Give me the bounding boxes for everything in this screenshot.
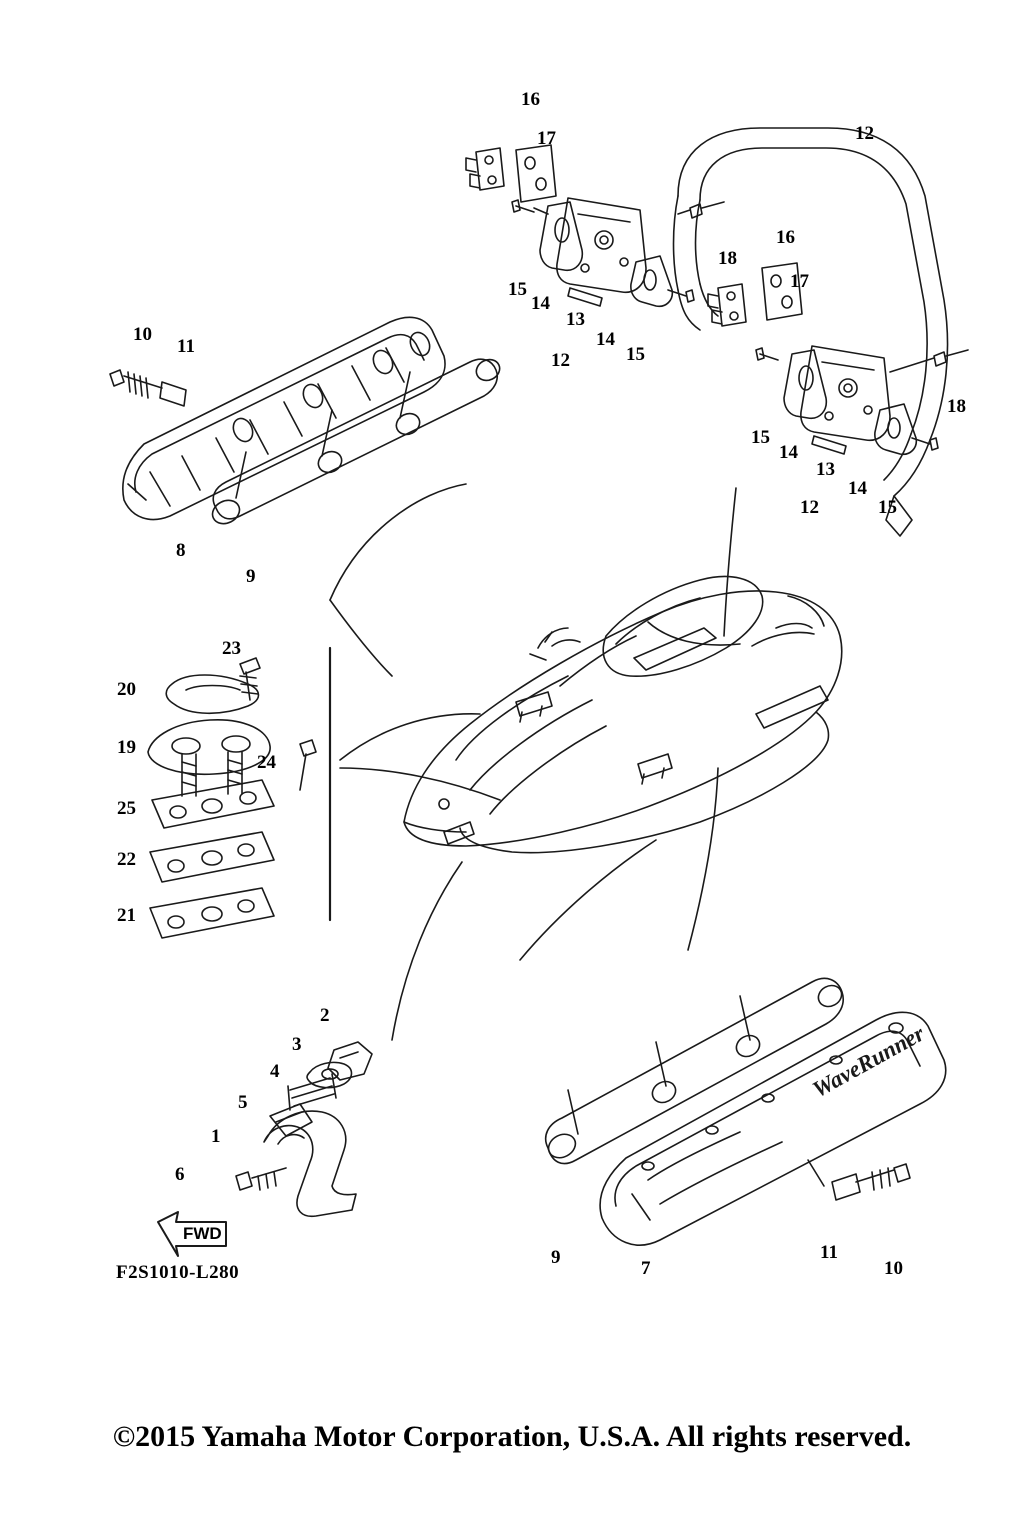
callout-number: 12 <box>551 350 570 371</box>
callout-number: 24 <box>257 752 276 773</box>
callout-number: 21 <box>117 905 136 926</box>
fwd-label: FWD <box>183 1224 222 1243</box>
callout-number: 14 <box>848 478 867 499</box>
callout-number: 25 <box>117 798 136 819</box>
cleat-assembly <box>148 648 330 938</box>
callout-number: 4 <box>270 1061 280 1082</box>
callout-number: 16 <box>776 227 795 248</box>
waverunner-brand-text <box>808 1020 929 1102</box>
callout-number: 18 <box>947 396 966 417</box>
right-bracket-group <box>708 263 968 454</box>
callout-number: 9 <box>551 1247 561 1268</box>
leader-lines <box>330 484 736 1040</box>
callout-number: 18 <box>718 248 737 269</box>
callout-number: 12 <box>800 497 819 518</box>
callout-number: 10 <box>884 1258 903 1279</box>
callout-number: 17 <box>537 128 556 149</box>
callout-number: 16 <box>521 89 540 110</box>
callout-number: 15 <box>751 427 770 448</box>
right-gunwale-assembly <box>544 978 945 1245</box>
svg-text:WaveRunner: WaveRunner <box>808 1020 929 1103</box>
callout-number: 6 <box>175 1164 185 1185</box>
callout-number: 22 <box>117 849 136 870</box>
callout-number: 9 <box>246 566 256 587</box>
callout-number: 10 <box>133 324 152 345</box>
callout-number: 14 <box>531 293 550 314</box>
callout-number: 2 <box>320 1005 330 1026</box>
callout-number: 20 <box>117 679 136 700</box>
callout-number: 15 <box>508 279 527 300</box>
copyright-notice: ©2015 Yamaha Motor Corporation, U.S.A. All rights reserved. <box>112 1420 912 1453</box>
callout-number: 11 <box>820 1242 838 1263</box>
callout-number: 15 <box>878 497 897 518</box>
callout-number: 7 <box>641 1258 651 1279</box>
callout-number: 14 <box>779 442 798 463</box>
callout-number: 14 <box>596 329 615 350</box>
callout-number: 23 <box>222 638 241 659</box>
callout-number: 12 <box>855 123 874 144</box>
callout-number: 17 <box>790 271 809 292</box>
callout-number: 19 <box>117 737 136 758</box>
callout-number: 1 <box>211 1126 221 1147</box>
callout-number: 13 <box>566 309 585 330</box>
callout-number: 13 <box>816 459 835 480</box>
callout-number: 3 <box>292 1034 302 1055</box>
left-gunwale-assembly <box>110 317 503 528</box>
left-bracket-group <box>466 145 724 306</box>
callout-number: 8 <box>176 540 186 561</box>
callout-number: 5 <box>238 1092 248 1113</box>
callout-number: 15 <box>626 344 645 365</box>
part-code: F2S1010-L280 <box>116 1262 240 1283</box>
grab-bar-assembly <box>674 128 948 536</box>
callout-number: 11 <box>177 336 195 357</box>
